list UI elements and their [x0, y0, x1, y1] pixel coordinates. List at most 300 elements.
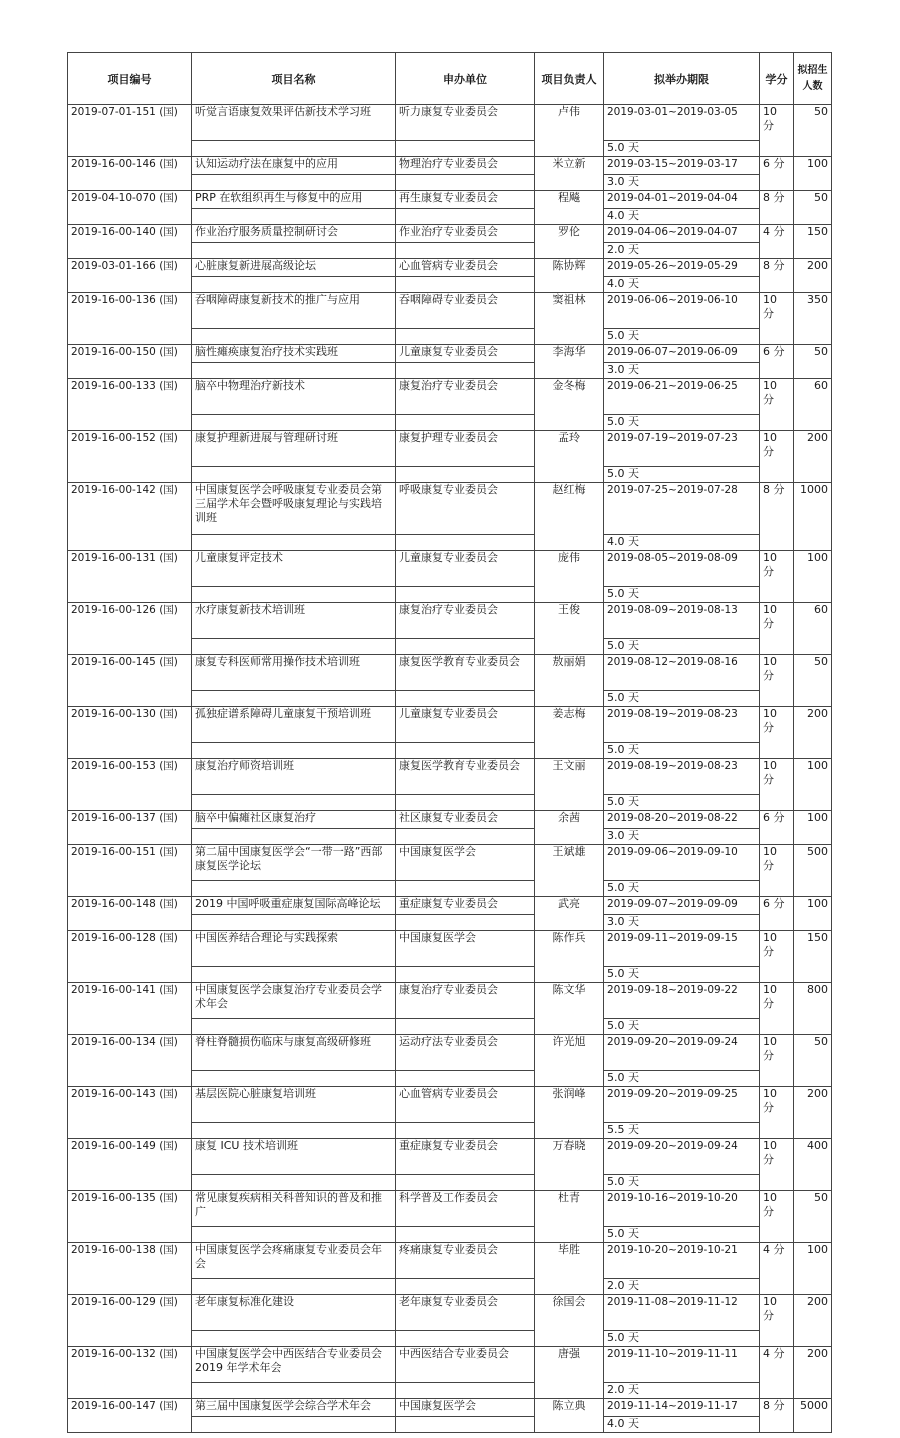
enrollment-count: 100 — [794, 897, 832, 931]
duration-days: 5.0 天 — [604, 1175, 760, 1191]
host-unit: 疼痛康复专业委员会 — [396, 1243, 535, 1279]
host-unit: 儿童康复专业委员会 — [396, 551, 535, 587]
project-code: 2019-16-00-148 (国) — [68, 897, 192, 931]
date-range: 2019-09-18~2019-09-22 — [604, 983, 760, 1019]
credit-value: 10 分 — [760, 655, 794, 707]
project-owner: 敖丽娟 — [535, 655, 604, 707]
date-range: 2019-11-08~2019-11-12 — [604, 1295, 760, 1331]
empty-name-cell — [192, 795, 396, 811]
enrollment-count: 50 — [794, 105, 832, 157]
duration-days: 3.0 天 — [604, 829, 760, 845]
credit-value: 10 分 — [760, 931, 794, 983]
empty-unit-cell — [396, 175, 535, 191]
credit-value: 10 分 — [760, 293, 794, 345]
table-row — [68, 191, 832, 209]
date-range: 2019-09-07~2019-09-09 — [604, 897, 760, 915]
table-row — [68, 225, 832, 243]
date-range: 2019-06-21~2019-06-25 — [604, 379, 760, 415]
credit-value: 6 分 — [760, 811, 794, 845]
project-code: 2019-16-00-137 (国) — [68, 811, 192, 845]
host-unit: 康复治疗专业委员会 — [396, 603, 535, 639]
project-owner: 万春晓 — [535, 1139, 604, 1191]
header-project-name: 项目名称 — [192, 53, 396, 105]
table-row — [68, 105, 832, 141]
date-range: 2019-08-09~2019-08-13 — [604, 603, 760, 639]
empty-unit-cell — [396, 743, 535, 759]
table-row — [68, 931, 832, 967]
project-code: 2019-16-00-150 (国) — [68, 345, 192, 379]
table-row — [68, 157, 832, 175]
empty-name-cell — [192, 277, 396, 293]
enrollment-count: 150 — [794, 931, 832, 983]
credit-value: 10 分 — [760, 759, 794, 811]
enrollment-count: 100 — [794, 759, 832, 811]
empty-name-cell — [192, 587, 396, 603]
host-unit: 康复医学教育专业委员会 — [396, 759, 535, 795]
empty-unit-cell — [396, 243, 535, 259]
host-unit: 再生康复专业委员会 — [396, 191, 535, 209]
date-range: 2019-05-26~2019-05-29 — [604, 259, 760, 277]
project-code: 2019-07-01-151 (国) — [68, 105, 192, 157]
duration-days: 2.0 天 — [604, 243, 760, 259]
project-code: 2019-04-10-070 (国) — [68, 191, 192, 225]
table-row — [68, 1295, 832, 1331]
empty-name-cell — [192, 329, 396, 345]
empty-name-cell — [192, 1279, 396, 1295]
enrollment-count: 50 — [794, 345, 832, 379]
table-row — [68, 845, 832, 881]
project-code: 2019-16-00-140 (国) — [68, 225, 192, 259]
project-code: 2019-16-00-141 (国) — [68, 983, 192, 1035]
project-owner: 罗伦 — [535, 225, 604, 259]
project-owner: 米立新 — [535, 157, 604, 191]
host-unit: 物理治疗专业委员会 — [396, 157, 535, 175]
enrollment-count: 50 — [794, 1191, 832, 1243]
project-owner: 陈作兵 — [535, 931, 604, 983]
project-owner: 许光旭 — [535, 1035, 604, 1087]
empty-name-cell — [192, 743, 396, 759]
project-name: 康复护理新进展与管理研讨班 — [192, 431, 396, 467]
empty-unit-cell — [396, 277, 535, 293]
project-owner: 窦祖林 — [535, 293, 604, 345]
duration-days: 5.0 天 — [604, 691, 760, 707]
project-owner: 李海华 — [535, 345, 604, 379]
credit-value: 10 分 — [760, 845, 794, 897]
enrollment-count: 350 — [794, 293, 832, 345]
project-owner: 徐国会 — [535, 1295, 604, 1347]
host-unit: 重症康复专业委员会 — [396, 1139, 535, 1175]
empty-unit-cell — [396, 467, 535, 483]
enrollment-count: 100 — [794, 811, 832, 845]
table-row — [68, 1087, 832, 1123]
project-name: 脑性瘫痪康复治疗技术实践班 — [192, 345, 396, 363]
project-code: 2019-16-00-138 (国) — [68, 1243, 192, 1295]
duration-days: 5.0 天 — [604, 141, 760, 157]
project-name: 作业治疗服务质量控制研讨会 — [192, 225, 396, 243]
project-name: 脑卒中物理治疗新技术 — [192, 379, 396, 415]
enrollment-count: 400 — [794, 1139, 832, 1191]
project-name: 脑卒中偏瘫社区康复治疗 — [192, 811, 396, 829]
enrollment-count: 200 — [794, 1087, 832, 1139]
project-name: 第三届中国康复医学会综合学术年会 — [192, 1399, 396, 1417]
empty-unit-cell — [396, 881, 535, 897]
duration-days: 5.5 天 — [604, 1123, 760, 1139]
host-unit: 中西医结合专业委员会 — [396, 1347, 535, 1383]
credit-value: 8 分 — [760, 259, 794, 293]
project-name: 孤独症谱系障碍儿童康复干预培训班 — [192, 707, 396, 743]
empty-name-cell — [192, 1123, 396, 1139]
duration-days: 4.0 天 — [604, 209, 760, 225]
table-row — [68, 259, 832, 277]
table-row — [68, 811, 832, 829]
project-code: 2019-16-00-132 (国) — [68, 1347, 192, 1399]
project-owner: 赵红梅 — [535, 483, 604, 551]
enrollment-count: 50 — [794, 1035, 832, 1087]
enrollment-count: 100 — [794, 551, 832, 603]
date-range: 2019-10-16~2019-10-20 — [604, 1191, 760, 1227]
table-row — [68, 1347, 832, 1383]
project-owner: 余茜 — [535, 811, 604, 845]
project-name: 中国医养结合理论与实践探索 — [192, 931, 396, 967]
host-unit: 吞咽障碍专业委员会 — [396, 293, 535, 329]
project-owner: 王俊 — [535, 603, 604, 655]
host-unit: 康复护理专业委员会 — [396, 431, 535, 467]
enrollment-count: 60 — [794, 379, 832, 431]
project-owner: 陈协辉 — [535, 259, 604, 293]
empty-unit-cell — [396, 587, 535, 603]
empty-name-cell — [192, 363, 396, 379]
project-code: 2019-16-00-151 (国) — [68, 845, 192, 897]
enrollment-count: 150 — [794, 225, 832, 259]
host-unit: 中国康复医学会 — [396, 1399, 535, 1417]
project-name: 康复治疗师资培训班 — [192, 759, 396, 795]
enrollment-count: 500 — [794, 845, 832, 897]
empty-unit-cell — [396, 1331, 535, 1347]
credit-value: 10 分 — [760, 379, 794, 431]
header-credit: 学分 — [760, 53, 794, 105]
credit-value: 10 分 — [760, 603, 794, 655]
credit-value: 8 分 — [760, 1399, 794, 1433]
empty-unit-cell — [396, 415, 535, 431]
date-range: 2019-04-01~2019-04-04 — [604, 191, 760, 209]
empty-name-cell — [192, 691, 396, 707]
project-owner: 陈文华 — [535, 983, 604, 1035]
project-code: 2019-16-00-142 (国) — [68, 483, 192, 551]
host-unit: 科学普及工作委员会 — [396, 1191, 535, 1227]
project-name: 儿童康复评定技术 — [192, 551, 396, 587]
project-name: 康复 ICU 技术培训班 — [192, 1139, 396, 1175]
credit-value: 6 分 — [760, 157, 794, 191]
project-code: 2019-16-00-128 (国) — [68, 931, 192, 983]
host-unit: 心血管病专业委员会 — [396, 1087, 535, 1123]
project-owner: 程飚 — [535, 191, 604, 225]
duration-days: 5.0 天 — [604, 329, 760, 345]
credit-value: 10 分 — [760, 105, 794, 157]
duration-days: 4.0 天 — [604, 535, 760, 551]
empty-unit-cell — [396, 967, 535, 983]
host-unit: 听力康复专业委员会 — [396, 105, 535, 141]
enrollment-count: 200 — [794, 259, 832, 293]
project-code: 2019-16-00-152 (国) — [68, 431, 192, 483]
empty-unit-cell — [396, 691, 535, 707]
duration-days: 5.0 天 — [604, 743, 760, 759]
enrollment-count: 60 — [794, 603, 832, 655]
project-name: 吞咽障碍康复新技术的推广与应用 — [192, 293, 396, 329]
project-code: 2019-03-01-166 (国) — [68, 259, 192, 293]
project-owner: 杜青 — [535, 1191, 604, 1243]
project-name: 心脏康复新进展高级论坛 — [192, 259, 396, 277]
project-name: 中国康复医学会疼痛康复专业委员会年会 — [192, 1243, 396, 1279]
host-unit: 运动疗法专业委员会 — [396, 1035, 535, 1071]
date-range: 2019-10-20~2019-10-21 — [604, 1243, 760, 1279]
duration-days: 2.0 天 — [604, 1383, 760, 1399]
enrollment-count: 5000 — [794, 1399, 832, 1433]
date-range: 2019-07-19~2019-07-23 — [604, 431, 760, 467]
empty-name-cell — [192, 535, 396, 551]
table-row — [68, 293, 832, 329]
host-unit: 呼吸康复专业委员会 — [396, 483, 535, 535]
empty-name-cell — [192, 467, 396, 483]
project-owner: 金冬梅 — [535, 379, 604, 431]
empty-unit-cell — [396, 1279, 535, 1295]
date-range: 2019-04-06~2019-04-07 — [604, 225, 760, 243]
empty-name-cell — [192, 141, 396, 157]
project-owner: 王斌雄 — [535, 845, 604, 897]
duration-days: 5.0 天 — [604, 1227, 760, 1243]
credit-value: 10 分 — [760, 1191, 794, 1243]
project-code: 2019-16-00-147 (国) — [68, 1399, 192, 1433]
enrollment-count: 200 — [794, 1295, 832, 1347]
enrollment-count: 800 — [794, 983, 832, 1035]
project-name: 听觉言语康复效果评估新技术学习班 — [192, 105, 396, 141]
host-unit: 作业治疗专业委员会 — [396, 225, 535, 243]
host-unit: 儿童康复专业委员会 — [396, 707, 535, 743]
credit-value: 10 分 — [760, 1139, 794, 1191]
project-code: 2019-16-00-134 (国) — [68, 1035, 192, 1087]
table-row — [68, 345, 832, 363]
date-range: 2019-11-10~2019-11-11 — [604, 1347, 760, 1383]
host-unit: 心血管病专业委员会 — [396, 259, 535, 277]
empty-unit-cell — [396, 795, 535, 811]
credit-value: 8 分 — [760, 483, 794, 551]
date-range: 2019-08-12~2019-08-16 — [604, 655, 760, 691]
empty-name-cell — [192, 881, 396, 897]
empty-name-cell — [192, 1331, 396, 1347]
table-row — [68, 897, 832, 915]
credit-value: 4 分 — [760, 1347, 794, 1399]
header-project-code: 项目编号 — [68, 53, 192, 105]
duration-days: 3.0 天 — [604, 915, 760, 931]
table-row — [68, 1191, 832, 1227]
table-body — [68, 105, 832, 1433]
duration-days: 2.0 天 — [604, 1279, 760, 1295]
project-owner: 庞伟 — [535, 551, 604, 603]
project-name: 第二届中国康复医学会“一带一路”西部康复医学论坛 — [192, 845, 396, 881]
empty-unit-cell — [396, 535, 535, 551]
project-owner: 唐强 — [535, 1347, 604, 1399]
project-code: 2019-16-00-136 (国) — [68, 293, 192, 345]
table-row — [68, 603, 832, 639]
header-host-unit: 申办单位 — [396, 53, 535, 105]
project-code: 2019-16-00-133 (国) — [68, 379, 192, 431]
project-table — [67, 52, 832, 1433]
date-range: 2019-08-19~2019-08-23 — [604, 707, 760, 743]
project-code: 2019-16-00-135 (国) — [68, 1191, 192, 1243]
empty-name-cell — [192, 829, 396, 845]
empty-name-cell — [192, 1227, 396, 1243]
date-range: 2019-09-20~2019-09-24 — [604, 1139, 760, 1175]
project-code: 2019-16-00-153 (国) — [68, 759, 192, 811]
project-name: 老年康复标准化建设 — [192, 1295, 396, 1331]
empty-name-cell — [192, 175, 396, 191]
date-range: 2019-08-19~2019-08-23 — [604, 759, 760, 795]
duration-days: 5.0 天 — [604, 587, 760, 603]
header-row — [68, 53, 832, 105]
host-unit: 康复治疗专业委员会 — [396, 983, 535, 1019]
project-code: 2019-16-00-129 (国) — [68, 1295, 192, 1347]
table-row — [68, 551, 832, 587]
header-planned-period: 拟举办期限 — [604, 53, 760, 105]
credit-value: 10 分 — [760, 983, 794, 1035]
empty-unit-cell — [396, 209, 535, 225]
enrollment-count: 50 — [794, 191, 832, 225]
duration-days: 4.0 天 — [604, 277, 760, 293]
date-range: 2019-09-11~2019-09-15 — [604, 931, 760, 967]
empty-name-cell — [192, 639, 396, 655]
table-row — [68, 759, 832, 795]
enrollment-count: 200 — [794, 707, 832, 759]
duration-days: 5.0 天 — [604, 639, 760, 655]
duration-days: 5.0 天 — [604, 1331, 760, 1347]
date-range: 2019-09-20~2019-09-24 — [604, 1035, 760, 1071]
header-enrollment: 拟招生人数 — [794, 53, 832, 105]
credit-value: 6 分 — [760, 897, 794, 931]
credit-value: 10 分 — [760, 551, 794, 603]
host-unit: 社区康复专业委员会 — [396, 811, 535, 829]
empty-unit-cell — [396, 141, 535, 157]
project-name: 常见康复疾病相关科普知识的普及和推广 — [192, 1191, 396, 1227]
enrollment-count: 100 — [794, 1243, 832, 1295]
empty-name-cell — [192, 415, 396, 431]
empty-unit-cell — [396, 915, 535, 931]
host-unit: 康复治疗专业委员会 — [396, 379, 535, 415]
date-range: 2019-08-05~2019-08-09 — [604, 551, 760, 587]
table-row — [68, 1399, 832, 1417]
project-name: 中国康复医学会康复治疗专业委员会学术年会 — [192, 983, 396, 1019]
project-owner: 陈立典 — [535, 1399, 604, 1433]
credit-value: 4 分 — [760, 225, 794, 259]
enrollment-count: 50 — [794, 655, 832, 707]
credit-value: 10 分 — [760, 1035, 794, 1087]
credit-value: 10 分 — [760, 1295, 794, 1347]
empty-unit-cell — [396, 1071, 535, 1087]
duration-days: 3.0 天 — [604, 363, 760, 379]
project-owner: 王文丽 — [535, 759, 604, 811]
project-name: 2019 中国呼吸重症康复国际高峰论坛 — [192, 897, 396, 915]
table-row — [68, 379, 832, 415]
empty-name-cell — [192, 1175, 396, 1191]
date-range: 2019-07-25~2019-07-28 — [604, 483, 760, 535]
project-name: 康复专科医师常用操作技术培训班 — [192, 655, 396, 691]
enrollment-count: 100 — [794, 157, 832, 191]
empty-unit-cell — [396, 1019, 535, 1035]
empty-unit-cell — [396, 639, 535, 655]
credit-value: 8 分 — [760, 191, 794, 225]
empty-unit-cell — [396, 829, 535, 845]
header-project-owner: 项目负责人 — [535, 53, 604, 105]
project-owner: 姜志梅 — [535, 707, 604, 759]
host-unit: 儿童康复专业委员会 — [396, 345, 535, 363]
project-code: 2019-16-00-143 (国) — [68, 1087, 192, 1139]
duration-days: 5.0 天 — [604, 967, 760, 983]
empty-name-cell — [192, 967, 396, 983]
date-range: 2019-06-06~2019-06-10 — [604, 293, 760, 329]
table-row — [68, 983, 832, 1019]
empty-unit-cell — [396, 1123, 535, 1139]
date-range: 2019-08-20~2019-08-22 — [604, 811, 760, 829]
project-code: 2019-16-00-149 (国) — [68, 1139, 192, 1191]
project-code: 2019-16-00-131 (国) — [68, 551, 192, 603]
table-row — [68, 431, 832, 467]
project-code: 2019-16-00-126 (国) — [68, 603, 192, 655]
project-name: 认知运动疗法在康复中的应用 — [192, 157, 396, 175]
date-range: 2019-03-15~2019-03-17 — [604, 157, 760, 175]
project-code: 2019-16-00-130 (国) — [68, 707, 192, 759]
empty-name-cell — [192, 209, 396, 225]
credit-value: 4 分 — [760, 1243, 794, 1295]
table-row — [68, 707, 832, 743]
empty-name-cell — [192, 1383, 396, 1399]
table-row — [68, 1243, 832, 1279]
table-row — [68, 483, 832, 535]
empty-unit-cell — [396, 1175, 535, 1191]
empty-unit-cell — [396, 1417, 535, 1433]
credit-value: 10 分 — [760, 707, 794, 759]
project-name: PRP 在软组织再生与修复中的应用 — [192, 191, 396, 209]
duration-days: 5.0 天 — [604, 795, 760, 811]
empty-name-cell — [192, 243, 396, 259]
date-range: 2019-03-01~2019-03-05 — [604, 105, 760, 141]
empty-name-cell — [192, 1417, 396, 1433]
date-range: 2019-06-07~2019-06-09 — [604, 345, 760, 363]
empty-unit-cell — [396, 329, 535, 345]
duration-days: 4.0 天 — [604, 1417, 760, 1433]
date-range: 2019-09-06~2019-09-10 — [604, 845, 760, 881]
project-name: 水疗康复新技术培训班 — [192, 603, 396, 639]
empty-unit-cell — [396, 363, 535, 379]
duration-days: 3.0 天 — [604, 175, 760, 191]
duration-days: 5.0 天 — [604, 1071, 760, 1087]
project-code: 2019-16-00-145 (国) — [68, 655, 192, 707]
project-owner: 卢伟 — [535, 105, 604, 157]
enrollment-count: 200 — [794, 431, 832, 483]
project-name: 中国康复医学会呼吸康复专业委员会第三届学术年会暨呼吸康复理论与实践培训班 — [192, 483, 396, 535]
project-owner: 武亮 — [535, 897, 604, 931]
project-owner: 毕胜 — [535, 1243, 604, 1295]
empty-name-cell — [192, 1019, 396, 1035]
project-name: 脊柱脊髓损伤临床与康复高级研修班 — [192, 1035, 396, 1071]
host-unit: 中国康复医学会 — [396, 931, 535, 967]
host-unit: 康复医学教育专业委员会 — [396, 655, 535, 691]
table-row — [68, 1035, 832, 1071]
project-name: 基层医院心脏康复培训班 — [192, 1087, 396, 1123]
credit-value: 10 分 — [760, 1087, 794, 1139]
empty-unit-cell — [396, 1383, 535, 1399]
host-unit: 老年康复专业委员会 — [396, 1295, 535, 1331]
table-row — [68, 1139, 832, 1175]
project-owner: 孟玲 — [535, 431, 604, 483]
credit-value: 10 分 — [760, 431, 794, 483]
